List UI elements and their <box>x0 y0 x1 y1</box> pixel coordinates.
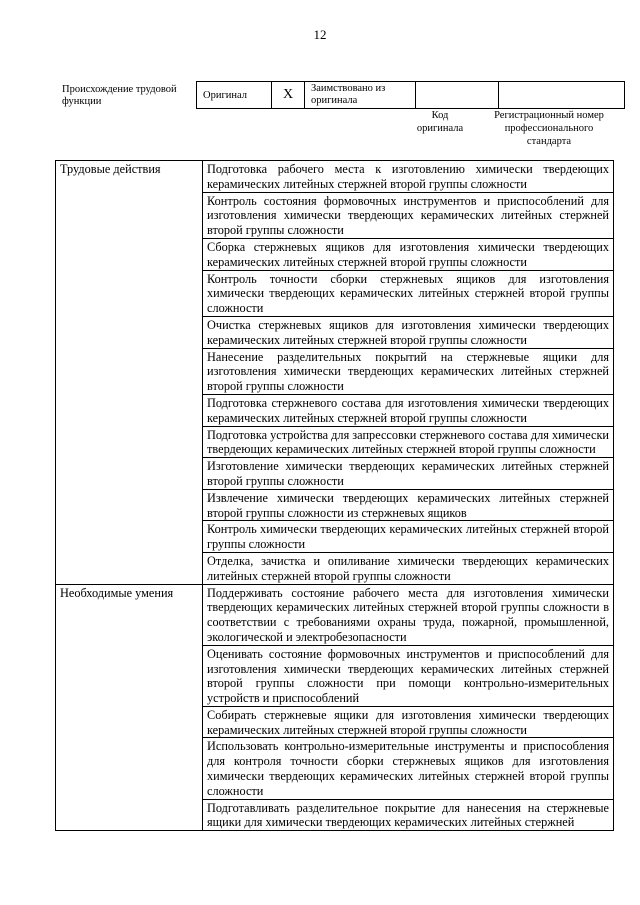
section-item: Оценивать состояние формовочных инструментов и приспособлений для изготовления химически твердеющих керамических литейных стержней второй группы сложности при помощи контрольно-измерительных устройств и приспособлений <box>203 645 614 706</box>
section-item: Подготавливать разделительное покрытие для нанесения на стержневые ящики для химически твердеющих керамических литейных стержней <box>203 799 614 831</box>
section-item: Подготовка рабочего места к изготовлению химически твердеющих керамических литейных стержней второй группы сложности <box>203 161 614 193</box>
section-item: Подготовка стержневого состава для изготовления химически твердеющих керамических литейных стержней второй группы сложности <box>203 394 614 426</box>
section-item: Использовать контрольно-измерительные инструменты и приспособления для контроля точности сборки стержневых ящиков для изготовления химически твердеющих керамических литейных стержней второй группы сложности <box>203 738 614 799</box>
table-row <box>56 161 614 193</box>
borrowed-cell: Заимствовано из оригинала <box>305 82 416 109</box>
section-label: Трудовые действия <box>56 161 203 585</box>
section-item: Контроль точности сборки стержневых ящиков для изготовления химически твердеющих керамических литейных стержней второй группы сложности <box>203 270 614 316</box>
section-item: Подготовка устройства для запрессовки стержневого состава для химически твердеющих керамических литейных стержней второй группы сложности <box>203 426 614 458</box>
origin-table <box>196 81 625 109</box>
original-mark: X <box>272 82 305 109</box>
table-row <box>56 584 614 645</box>
section-item: Нанесение разделительных покрытий на стержневые ящики для изготовления химически твердеющих керамических литейных стержней второй группы сложности <box>203 348 614 394</box>
section-item: Поддерживать состояние рабочего места для изготовления химически твердеющих керамических литейных стержней второй группы сложности в соответствии с требованиями охраны труда, пожарной, промышленной, экологической и электробезопасности <box>203 584 614 645</box>
page-number: 12 <box>313 27 327 42</box>
original-cell: Оригинал <box>197 82 272 109</box>
section-item: Извлечение химически твердеющих керамических литейных стержней второй группы сложности из стержневых ящиков <box>203 489 614 521</box>
code-cell <box>416 82 499 109</box>
section-label: Необходимые умения <box>56 584 203 831</box>
code-label: Код оригинала <box>416 110 464 134</box>
functions-table <box>55 160 614 831</box>
reg-cell <box>499 82 625 109</box>
section-item: Отделка, зачистка и опиливание химически твердеющих керамических литейных стержней второй группы сложности <box>203 552 614 584</box>
section-item: Сборка стержневых ящиков для изготовления химически твердеющих керамических литейных стержней второй группы сложности <box>203 238 614 270</box>
section-item: Собирать стержневые ящики для изготовления химически твердеющих керамических литейных стержней второй группы сложности <box>203 706 614 738</box>
section-item: Контроль химически твердеющих керамических литейных стержней второй группы сложности <box>203 521 614 553</box>
section-item: Контроль состояния формовочных инструментов и приспособлений для изготовления химически твердеющих керамических литейных стержней второй группы сложности <box>203 192 614 238</box>
reg-label: Регистрационный номер профессионального стандарта <box>494 110 604 147</box>
section-item: Очистка стержневых ящиков для изготовления химически твердеющих керамических литейных стержней второй группы сложности <box>203 316 614 348</box>
section-item: Изготовление химически твердеющих керамических литейных стержней второй группы сложности <box>203 458 614 490</box>
origin-label: Происхождение трудовой функции <box>62 84 177 107</box>
